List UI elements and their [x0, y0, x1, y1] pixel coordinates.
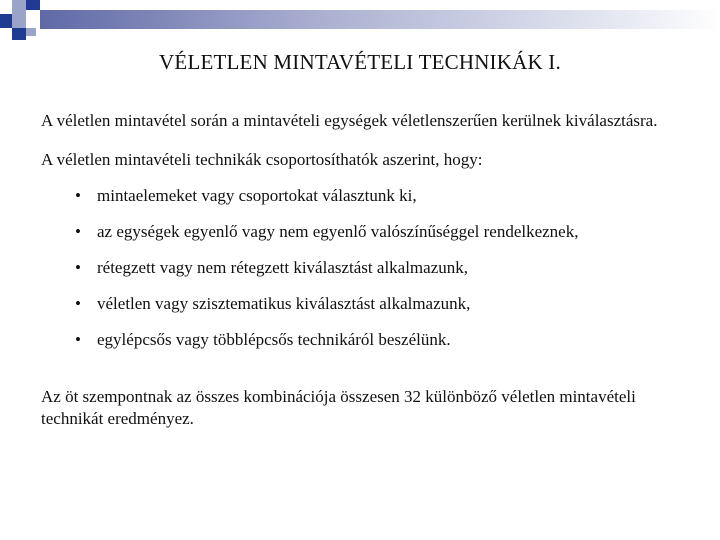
list-item: • egylépcsős vagy többlépcsős technikáról beszélünk. [41, 329, 681, 351]
slide-body [41, 110, 681, 430]
list-item: • mintaelemeket vagy csoportokat választunk ki, [41, 185, 681, 207]
decor-square [26, 0, 40, 10]
list-item: • rétegzett vagy nem rétegzett kiválasztást alkalmazunk, [41, 257, 681, 279]
intro-paragraph: A véletlen mintavétel során a mintavételi egységek véletlenszerűen kerülnek kiválasztásra. [41, 111, 658, 130]
slide-title: VÉLETLEN MINTAVÉTELI TECHNIKÁK I. [159, 50, 561, 74]
conclusion-paragraph: Az öt szempontnak az összes kombinációja összesen 32 különböző véletlen mintavételi technikát eredményez. [41, 387, 636, 428]
list-item: • az egységek egyenlő vagy nem egyenlő valószínűséggel rendelkeznek, [41, 221, 681, 243]
decor-square [12, 28, 26, 40]
header-gradient-band [40, 10, 720, 29]
decor-square [26, 28, 36, 36]
criteria-list [41, 185, 681, 351]
list-item: • véletlen vagy szisztematikus kiválasztást alkalmazunk, [41, 293, 681, 315]
decor-square [0, 14, 12, 28]
header-decoration [0, 0, 720, 40]
decor-square [12, 14, 26, 28]
decor-square [12, 0, 26, 14]
lead-paragraph: A véletlen mintavételi technikák csoportosíthatók aszerint, hogy: [41, 150, 483, 169]
